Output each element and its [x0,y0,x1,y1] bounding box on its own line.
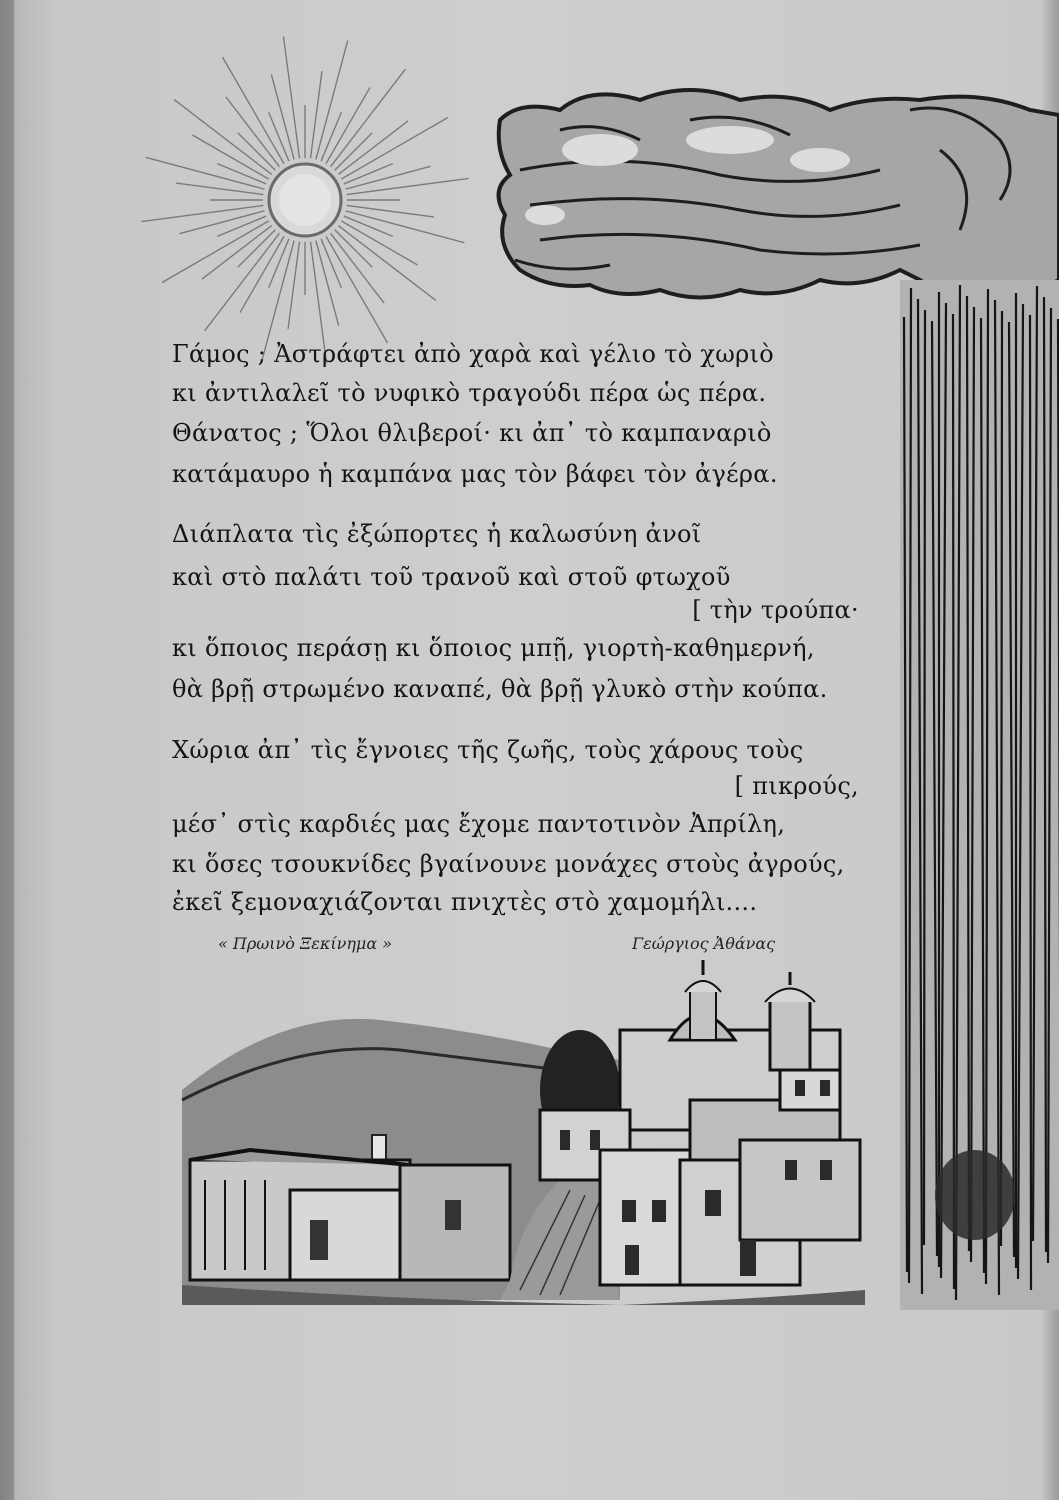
verse-line: κι ὅποιος περάσῃ κι ὅποιος μπῇ, γιορτὴ-καθημερνή, [172,634,815,662]
pillar-illustration [900,280,1059,1310]
verse-line-continuation: [ πικρούς, [734,772,859,800]
verse-line: ἐκεῖ ξεμοναχιάζονται πνιχτὲς στὸ χαμομήλι.... [172,888,758,916]
verse-line-continuation: [ τὴν τρούπα· [692,596,859,624]
verse-line: θὰ βρῇ στρωμένο καναπέ, θὰ βρῇ γλυκὸ στὴν κούπα. [172,675,828,703]
village-illustration [182,960,865,1305]
verse-line: καὶ στὸ παλάτι τοῦ τρανοῦ καὶ στοῦ φτωχοῦ [172,563,731,591]
verse-line: Θάνατος ; Ὅλοι θλιβεροί· κι ἀπ᾽ τὸ καμπαναριὸ [172,419,772,447]
verse-line: κι ὅσες τσουκνίδες βγαίνουνε μονάχες στοὺς ἀγρούς, [172,850,845,878]
verse-line: Γάμος ; Ἀστράφτει ἀπὸ χαρὰ καὶ γέλιο τὸ χωριὸ [172,340,774,368]
poem-source: « Πρωινὸ Ξεκίνημα » [218,934,392,953]
sun-illustration [141,36,468,363]
verse-line: κι ἀντιλαλεῖ τὸ νυφικὸ τραγούδι πέρα ὡς πέρα. [172,379,767,407]
verse-line: Χώρια ἀπ᾽ τὶς ἔγνοιες τῆς ζωῆς, τοὺς χάρους τοὺς [172,736,804,764]
verse-line: κατάμαυρο ἡ καμπάνα μας τὸν βάφει τὸν ἀγέρα. [172,460,778,488]
verse-line: μέσ᾽ στὶς καρδιές μας ἔχομε παντοτινὸν Ἀπρίλη, [172,810,786,838]
cloud-illustration [499,90,1059,298]
verse-line: Διάπλατα τὶς ἐξώπορτες ἡ καλωσύνη ἀνοῖ [172,520,702,548]
poem-author: Γεώργιος Ἀθάνας [632,934,776,953]
